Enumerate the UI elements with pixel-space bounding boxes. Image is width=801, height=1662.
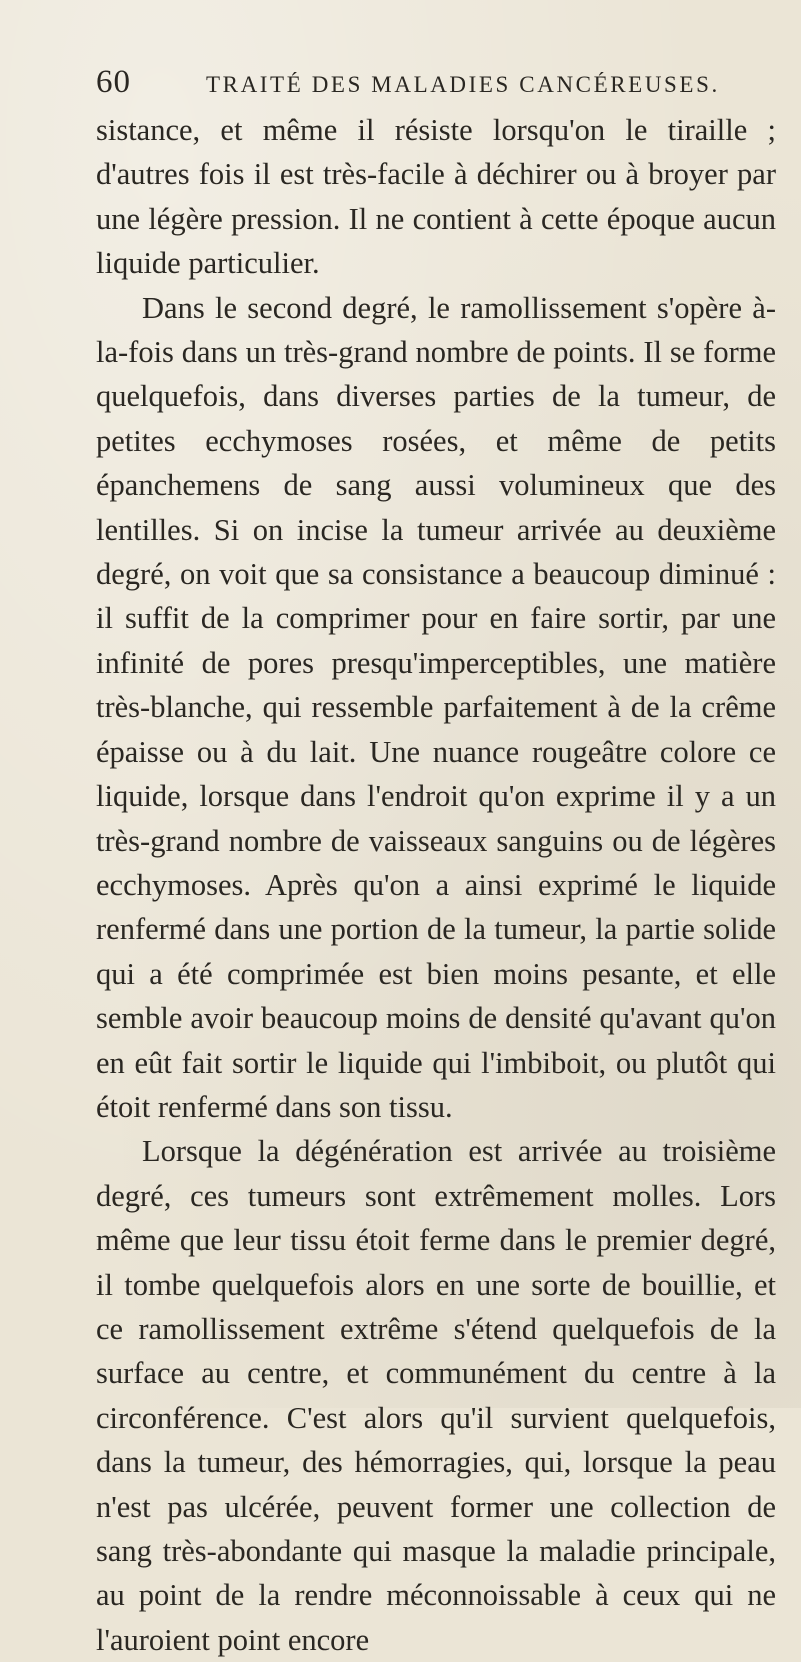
body-text	[96, 108, 776, 1662]
paragraph-second-degree: Dans le second degré, le ramollissement s'opère à-la-fois dans un très-grand nombre de points. Il se forme quelquefois, dans diverses parties de la tumeur, de petites ecchymoses rosées, et même de petits épanchemens de sang aussi volumineux que des lentilles. Si on incise la tumeur arrivée au deuxième degré, on voit que sa consistance a beaucoup diminué : il suffit de la comprimer pour en faire sortir, par une infinité de pores presqu'imperceptibles, une matière très-blanche, qui ressemble parfaitement à de la crême épaisse ou à du lait. Une nuance rougeâtre colore ce liquide, lorsque dans l'endroit qu'on exprime il y a un très-grand nombre de vaisseaux sanguins ou de légères ecchymoses. Après qu'on a ainsi exprimé le liquide renfermé dans une portion de la tumeur, la partie solide qui a été comprimée est bien moins pesante, et elle semble avoir beaucoup moins de densité qu'avant qu'on en eût fait sortir le liquide qui l'imbiboit, ou plutôt qui étoit renfermé dans son tissu.	[96, 290, 776, 1124]
paragraph-third-degree: Lorsque la dégénération est arrivée au troisième degré, ces tumeurs sont extrêmement molles. Lors même que leur tissu étoit ferme dans le premier degré, il tombe quelquefois alors en une sorte de bouillie, et ce ramollissement extrême s'étend quelquefois de la surface au centre, et communément du centre à la circonférence. C'est alors qu'il survient quelquefois, dans la tumeur, des hémorragies, qui, lorsque la peau n'est pas ulcérée, peuvent former une collection de sang très-abondante qui masque la maladie principale, au point de la rendre méconnoissable à ceux qui ne l'auroient point encore	[96, 1134, 776, 1657]
paragraph-continuation: sistance, et même il résiste lorsqu'on le tiraille ; d'autres fois il est très-facile à déchirer ou à broyer par une légère pression. Il ne contient à cette époque aucun liquide particulier.	[96, 113, 776, 281]
running-title: TRAITÉ DES MALADIES CANCÉREUSES.	[206, 72, 720, 97]
page-number: 60	[96, 64, 131, 100]
running-head	[96, 64, 761, 104]
